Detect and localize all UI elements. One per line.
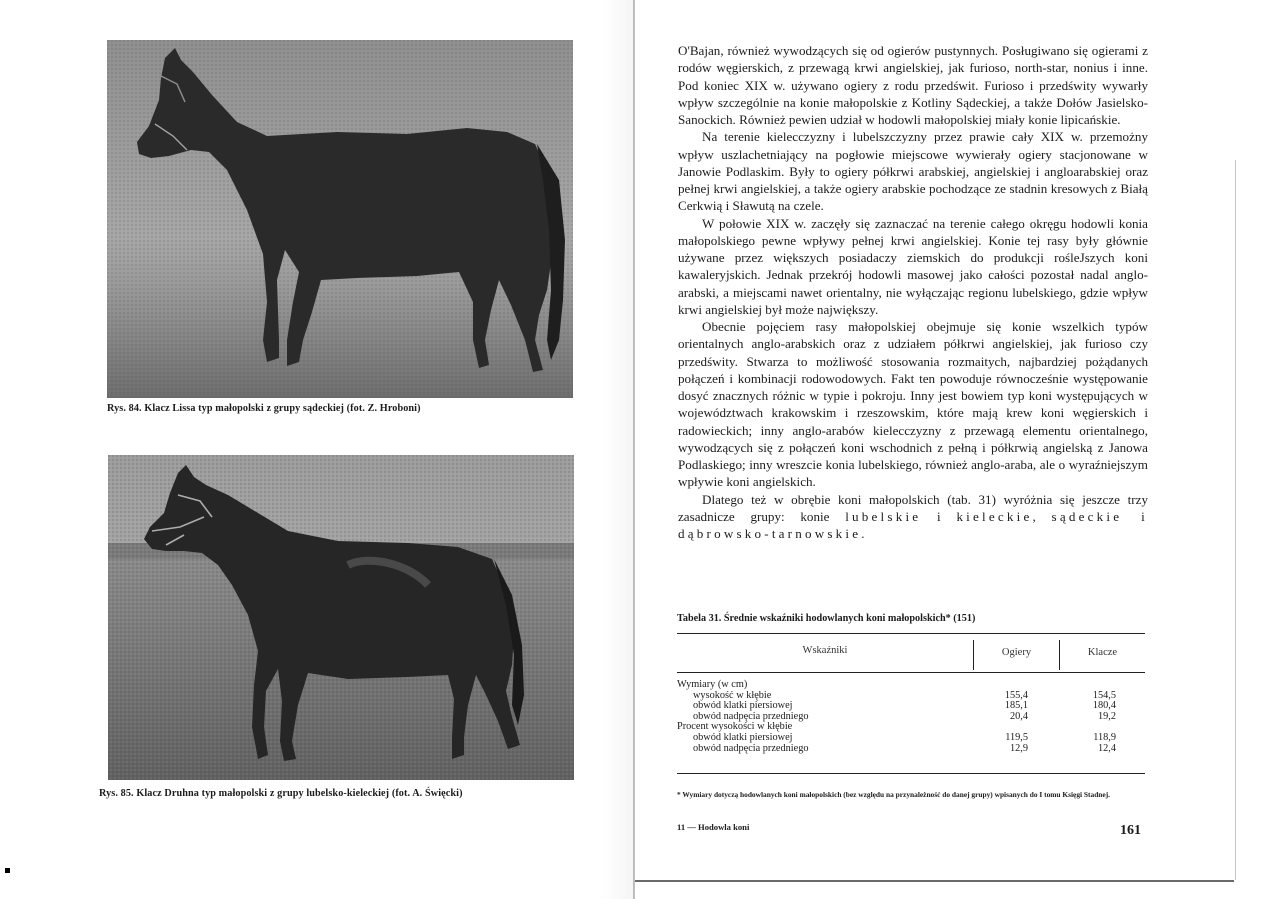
table-row-label: wysokość w kłębie xyxy=(693,689,772,701)
paragraph-5-end: . xyxy=(861,526,865,541)
photo-horse-lissa xyxy=(107,40,573,398)
table-cell-ogiery: 20,4 xyxy=(1009,710,1028,722)
table-cell-klacze: 154,5 xyxy=(1092,689,1116,701)
table-row-label: obwód nadpęcia przedniego xyxy=(693,742,809,754)
table-cell-klacze: 12,4 xyxy=(1097,742,1116,754)
group-kieleckie: kieleckie xyxy=(956,508,1033,524)
table-title: Tabela 31. Średnie wskaźniki hodowlanych koni małopolskich* (151) xyxy=(677,613,976,624)
paragraph-2: Na terenie kielecczyzny i lubelszczyzny przez prawie cały XIX w. przemożny wpływ uszlachetniający na pogłowie miejscowe wywierały ogiery stacjonowane w Janowie Podlaskim. Były to ogiery półkrwi arabskiej, angielskiej i angloarabskiej oraz pełnej krwi angielskiej, a także ogiery arabskie pochodzące ze stadnin kresowych z Białą Cerkwią i Sławutą na czele. xyxy=(678,129,1148,214)
group-separator-1: i xyxy=(921,508,957,524)
table-bottom-rule xyxy=(677,773,1145,774)
table-row-label: obwód klatki piersiowej xyxy=(693,700,793,712)
table-row-label: obwód nadpęcia przedniego xyxy=(693,710,809,722)
table-header-rule xyxy=(677,672,1145,673)
photo-horse-druhna xyxy=(108,455,574,780)
paragraph-1: O'Bajan, również wywodzących się od ogierów pustynnych. Posługiwano się ogierami z rodów węgierskich, z przewagą krwi angielskiej, jak furioso, north-star, nonius i inne. Pod koniec XIX w. używano ogiery z rodu przedświt. Furioso i przedświty wywarły wpływ szczególnie na konie małopolskie z Kotliny Sądeckiej, a także Dołów Jasielsko-Sanockich. Również pewien udział w hodowli małopolskiej miały konie lipicańskie. xyxy=(678,43,1148,127)
paragraph-5 xyxy=(678,491,1148,543)
scan-mark xyxy=(5,868,10,873)
table-cell-klacze: 19,2 xyxy=(1097,710,1116,722)
book-gutter xyxy=(633,0,635,899)
table-cell-klacze: 180,4 xyxy=(1092,700,1116,712)
table-row-label: Wymiary (w cm) xyxy=(677,679,748,690)
paragraph-3: W połowie XIX w. zaczęły się zaznaczać na terenie całego okręgu hodowli konia małopolskiego pewne wpływy pełnej krwi angielskiej. Konie tej rasy były głównie używane przez większych posiadaczy ziemskich do produkcji rośleJszych koni kawaleryjskich. Jednak przekrój hodowli masowej jako całości pozostał nadal anglo-arabski, a miejscami nawet orientalny, nie wyłączając regionu lubelskiego, gdzie wpływ krwi angielskiej był może największy. xyxy=(678,215,1148,317)
gutter-shadow xyxy=(600,0,633,899)
table-header-ogiery: Ogiery xyxy=(1001,647,1032,658)
table-row-label: obwód klatki piersiowej xyxy=(693,732,793,743)
table-footnote: * Wymiary dotyczą hodowlanych koni małopolskich (bez względu na przynależność do danej grupy) wpisanych do I tomu Księgi Stadnej. xyxy=(677,790,1111,799)
page-edge xyxy=(1235,160,1236,880)
group-lubelskie: lubelskie xyxy=(845,508,922,524)
paragraph-4: Obecnie pojęciem rasy małopolskiej obejmuje się konie wszelkich typów orientalnych anglo-arabskich oraz z udziałem półkrwi angielskiej, jak furioso czy przedświty. Stwarza to możliwość stosowania rozmaitych, najbardziej pożądanych połączeń i kombinacji rodowodowych. Fakt ten powoduje równocześnie występowanie dosyć znacznych różnic w typie i pokroju. Inny jest bowiem typ koni występujących w województwach krakowskim i rzeszowskim, które mają krew koni węgierskich i radowieckich; inny anglo-arabów kielecczyzny z przewagą elementu orientalnego, wywodzących się z połączeń koni wschodnich z pełną i półkrwią angielską z Janowa Podlaskiego; inny wreszcie konia lubelskiego, również anglo-araba, ale o wyraźniejszym wpływie koni angielskich. xyxy=(678,319,1148,490)
paragraph-5-text: Dlatego też w obrębie koni małopolskich (tab. 31) wyróżnia się jeszcze trzy zasadnicze grupy: konie xyxy=(678,491,1148,524)
table-header-klacze: Klacze xyxy=(1087,647,1118,658)
signature-mark: 11 — Hodowla koni xyxy=(677,822,750,832)
table-cell-ogiery: 185,1 xyxy=(1004,700,1028,712)
page-number: 161 xyxy=(1120,823,1141,838)
table-cell-ogiery: 119,5 xyxy=(1005,732,1028,743)
table-cell-ogiery: 12,9 xyxy=(1009,742,1028,754)
group-separator-2: , xyxy=(1032,508,1052,524)
figure-85-caption: Rys. 85. Klacz Druhna typ małopolski z grupy lubelsko-kieleckiej (fot. A. Święcki) xyxy=(99,788,463,799)
group-sadeckie-dabrowsko-tarnowskie: sądeckie i dąbrowsko-tarnowskie xyxy=(678,508,1148,541)
table-cell-ogiery: 155,4 xyxy=(1004,689,1028,701)
page-bottom-edge xyxy=(635,880,1234,882)
body-text xyxy=(678,42,1148,542)
table-header-wskazniki: Wskaźniki xyxy=(802,645,848,656)
table-row-label: Procent wysokości w kłębie xyxy=(677,721,793,733)
table-top-rule xyxy=(677,633,1145,634)
table-cell-klacze: 118,9 xyxy=(1093,732,1116,743)
figure-84-caption: Rys. 84. Klacz Lissa typ małopolski z grupy sądeckiej (fot. Z. Hroboni) xyxy=(107,403,421,414)
